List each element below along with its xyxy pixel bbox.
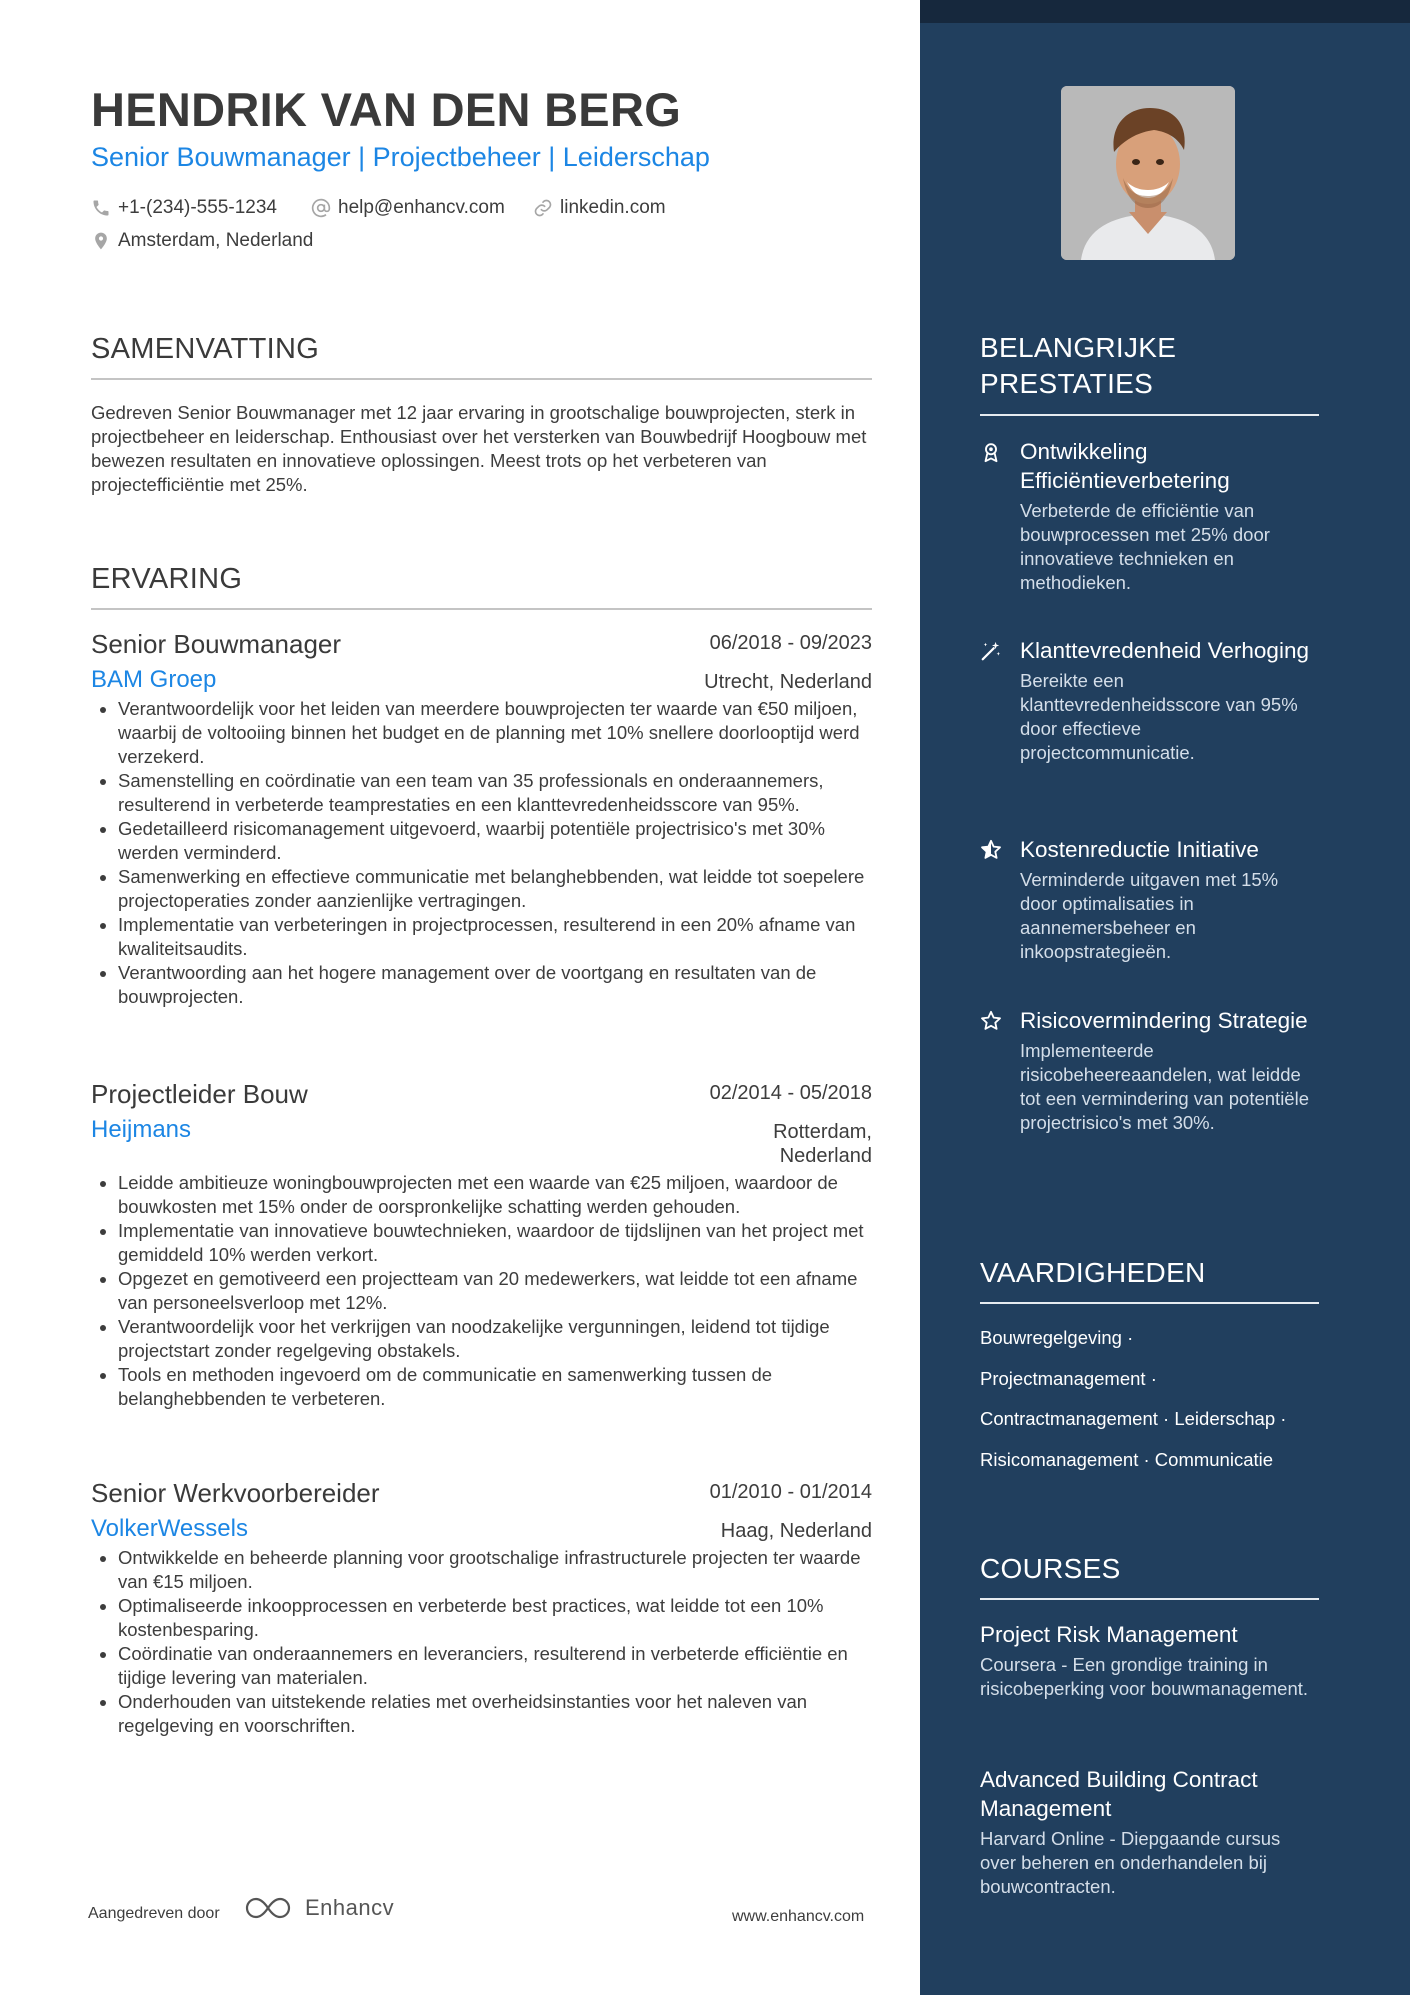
course-desc: Coursera - Een grondige training in risicobeperking voor bouwmanagement.	[980, 1654, 1309, 1699]
award-ribbon-icon	[980, 441, 1002, 463]
footer-url[interactable]: www.enhancv.com	[732, 1908, 865, 1925]
skill-line: Bouwregelgeving ·	[980, 1327, 1134, 1348]
achievement-item	[980, 636, 1320, 765]
candidate-name: HENDRIK VAN DEN BERG	[91, 83, 682, 136]
course-item	[980, 1765, 1320, 1899]
job-dates: 01/2010 - 01/2014	[709, 1481, 872, 1503]
skills-divider	[980, 1302, 1319, 1304]
company-name[interactable]: VolkerWessels	[91, 1515, 248, 1542]
job-location: Haag, Nederland	[720, 1520, 872, 1542]
phone-text: +1-(234)-555-1234	[118, 197, 277, 218]
achievements-divider	[980, 414, 1319, 416]
half-star-icon	[980, 839, 1002, 861]
linkedin-text: linkedin.com	[560, 197, 666, 218]
magic-wand-icon	[980, 640, 1002, 662]
summary-heading: SAMENVATTING	[91, 333, 320, 365]
courses-divider	[980, 1598, 1319, 1600]
job-bullets	[91, 697, 872, 1009]
skill-line: Risicomanagement · Communicatie	[980, 1449, 1274, 1470]
achievement-title: Kostenreductie Initiative	[1020, 837, 1259, 862]
job-location-line: Rotterdam,	[773, 1121, 872, 1143]
bullet-item: • Onderhouden van uitstekende relaties met overheidsinstanties voor het naleven van regelgeving en voorschriften.	[118, 1690, 872, 1738]
location-text: Amsterdam, Nederland	[118, 230, 314, 251]
course-title: Advanced Building Contract Management	[980, 1767, 1258, 1821]
job-entry	[91, 1078, 872, 1411]
achievement-item	[980, 1006, 1320, 1135]
location-pin-icon	[91, 231, 111, 251]
star-outline-icon	[980, 1010, 1002, 1032]
candidate-headline: Senior Bouwmanager | Projectbeheer | Leiderschap	[91, 142, 710, 172]
profile-photo	[1061, 86, 1235, 260]
skill-line: Contractmanagement · Leiderschap ·	[980, 1408, 1287, 1429]
bullet-item: • Coördinatie van onderaannemers en leveranciers, resulterend in verbeterde efficiëntie en tijdige levering van materialen.	[118, 1642, 872, 1690]
skills-heading: VAARDIGHEDEN	[980, 1257, 1206, 1288]
at-sign-icon	[311, 198, 331, 218]
bullet-item: • Opgezet en gemotiveerd een projectteam van 20 medewerkers, wat leidde tot een afname van personeelsverloop met 12%.	[118, 1267, 872, 1315]
phone-icon	[91, 198, 111, 218]
job-location-line: Nederland	[779, 1145, 872, 1167]
experience-heading: ERVARING	[91, 563, 243, 595]
job-dates: 02/2014 - 05/2018	[709, 1082, 872, 1104]
achievement-title: Ontwikkeling Efficiëntieverbetering	[1020, 439, 1230, 493]
courses-heading: COURSES	[980, 1553, 1121, 1584]
bullet-item: • Tools en methoden ingevoerd om de communicatie en samenwerking tussen de belanghebbenden te verbeteren.	[118, 1363, 872, 1411]
course-item	[980, 1620, 1320, 1701]
course-title: Project Risk Management	[980, 1622, 1238, 1647]
job-entry	[91, 628, 872, 1009]
skill-line: Projectmanagement ·	[980, 1368, 1157, 1389]
bullet-item: • Leidde ambitieuze woningbouwprojecten met een waarde van €25 miljoen, waardoor de bouwkosten met 15% onder de oorspronkelijke schatting werden gehouden.	[118, 1171, 872, 1219]
job-location	[773, 1120, 872, 1168]
job-title: Senior Bouwmanager	[91, 629, 342, 659]
enhancv-logo[interactable]	[243, 1894, 394, 1922]
achievements-heading: BELANGRIJKE PRESTATIES	[980, 332, 1177, 399]
job-bullets	[91, 1171, 872, 1411]
phone-contact[interactable]	[91, 197, 277, 219]
footer-brand: Enhancv	[305, 1895, 395, 1920]
achievement-title: Klanttevredenheid Verhoging	[1020, 638, 1309, 663]
company-name[interactable]: BAM Groep	[91, 666, 217, 693]
bullet-item: • Verantwoordelijk voor het leiden van meerdere bouwprojecten ter waarde van €50 miljoen, waarbij de voltooiing binnen het budget en de planning met 10% snellere doorlooptijd werd verzekerd.	[118, 697, 872, 769]
bullet-item: • Samenwerking en effectieve communicatie met belanghebbenden, wat leidde tot soepelere projectoperaties zonder aanzienlijke vertragingen.	[118, 865, 872, 913]
bullet-item: • Samenstelling en coördinatie van een team van 35 professionals en onderaannemers, resulterend in verbeterde teamprestaties en een klanttevredenheidsscore van 95%.	[118, 769, 872, 817]
achievement-title: Risicovermindering Strategie	[1020, 1008, 1308, 1033]
job-entry	[91, 1477, 872, 1738]
bullet-item: • Implementatie van verbeteringen in projectprocessen, resulterend in een 20% afname van kwaliteitsaudits.	[118, 913, 872, 961]
bullet-item: • Optimaliseerde inkoopprocessen en verbeterde best practices, wat leidde tot een 10% kostenbesparing.	[118, 1594, 872, 1642]
bullet-item: • Implementatie van innovatieve bouwtechnieken, waardoor de tijdslijnen van het project met gemiddeld 10% werden verkort.	[118, 1219, 872, 1267]
job-bullets	[91, 1546, 872, 1738]
sidebar-top-strip	[920, 0, 1410, 23]
achievement-desc: Verbeterde de efficiëntie van bouwprocessen met 25% door innovatieve technieken en methodieken.	[1020, 500, 1270, 593]
location-contact	[91, 230, 313, 252]
summary-divider	[91, 378, 872, 380]
achievement-item	[980, 437, 1320, 595]
achievement-desc: Implementeerde risicobeheereaandelen, wat leidde tot een vermindering van potentiële projectrisico's met 30%.	[1020, 1040, 1309, 1133]
job-title: Senior Werkvoorbereider	[91, 1478, 380, 1508]
bullet-item: • Gedetailleerd risicomanagement uitgevoerd, waarbij potentiële projectrisico's met 30% werden verminderd.	[118, 817, 872, 865]
achievement-desc: Bereikte een klanttevredenheidsscore van 95% door effectieve projectcommunicatie.	[1020, 670, 1298, 763]
email-text: help@enhancv.com	[338, 197, 505, 218]
company-name[interactable]: Heijmans	[91, 1116, 192, 1143]
job-location: Utrecht, Nederland	[704, 671, 872, 693]
infinity-logo-icon	[243, 1894, 293, 1922]
job-dates: 06/2018 - 09/2023	[709, 632, 872, 654]
summary-text: Gedreven Senior Bouwmanager met 12 jaar ervaring in grootschalige bouwprojecten, sterk in projectbeheer en leiderschap. Enthousiast over het versterken van Bouwbedrijf Hoogbouw met bewezen resultaten en innovatieve oplossingen. Meest trots op het verbeteren van projectefficiëntie met 25%.	[91, 402, 867, 495]
link-icon	[533, 198, 553, 218]
experience-divider	[91, 608, 872, 610]
portrait-illustration	[1061, 86, 1235, 260]
achievement-desc: Verminderde uitgaven met 15% door optimalisaties in aannemersbeheer en inkoopstrategieën.	[1020, 869, 1279, 962]
linkedin-contact[interactable]	[533, 197, 666, 219]
bullet-item: • Ontwikkelde en beheerde planning voor grootschalige infrastructurele projecten ter waarde van €15 miljoen.	[118, 1546, 872, 1594]
bullet-item: • Verantwoording aan het hogere management over de voortgang en resultaten van de bouwprojecten.	[118, 961, 872, 1009]
job-title: Projectleider Bouw	[91, 1079, 308, 1109]
achievement-item	[980, 835, 1320, 964]
course-desc: Harvard Online - Diepgaande cursus over beheren en onderhandelen bij bouwcontracten.	[980, 1828, 1281, 1897]
footer-powered-by: Aangedreven door	[88, 1905, 220, 1922]
bullet-item: • Verantwoordelijk voor het verkrijgen van noodzakelijke vergunningen, leidend tot tijdige projectstart zonder regelgeving obstakels.	[118, 1315, 872, 1363]
email-contact[interactable]	[311, 197, 505, 219]
